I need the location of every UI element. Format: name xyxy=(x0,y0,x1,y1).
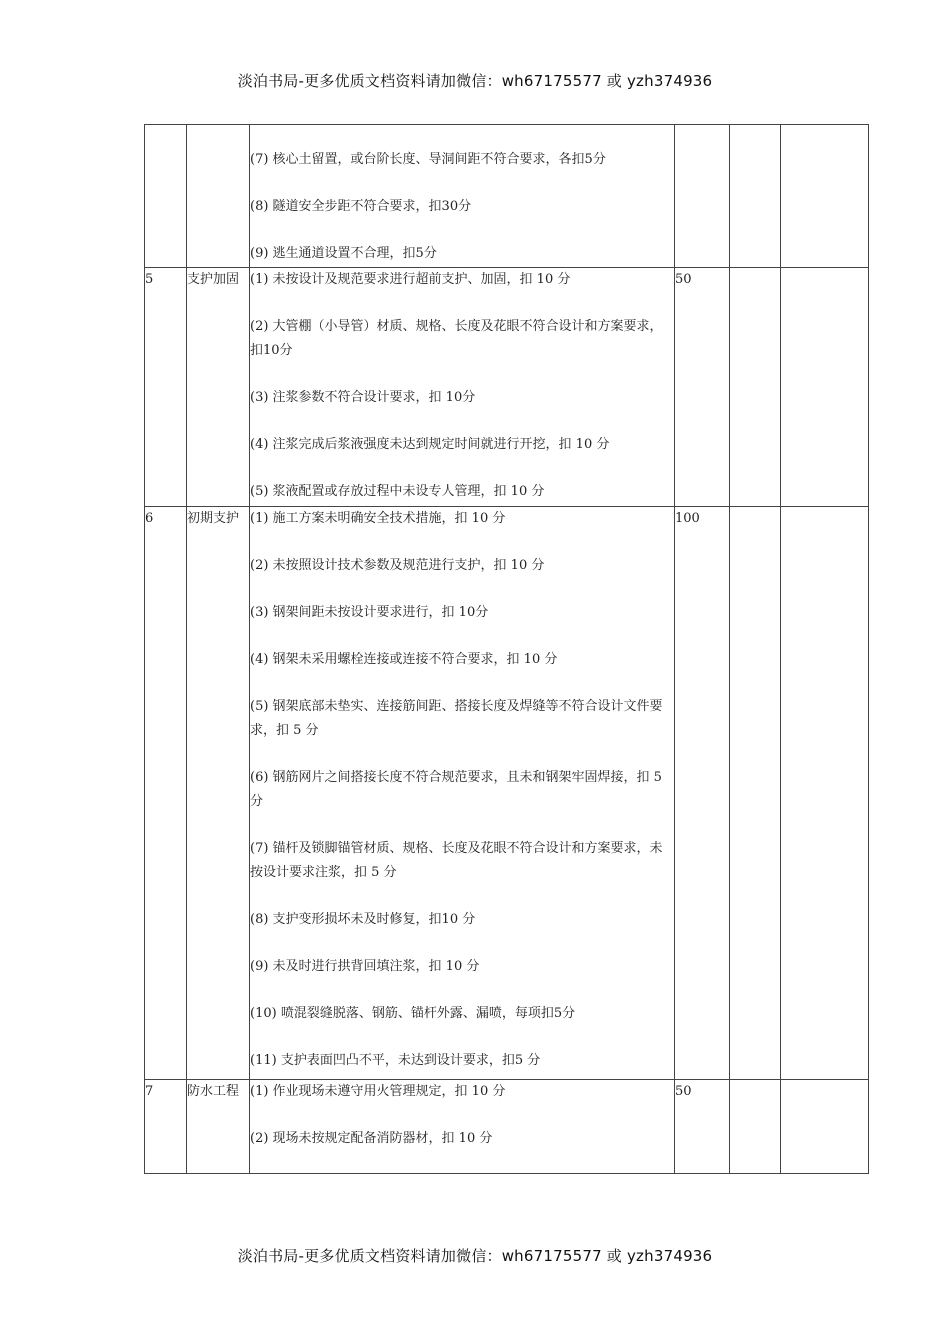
blank-cell xyxy=(730,268,781,507)
row-items xyxy=(250,125,675,268)
row-number: 7 xyxy=(145,1080,187,1174)
list-item: (5) 浆液配置或存放过程中未设专人管理，扣 10 分 xyxy=(250,484,545,499)
table-row xyxy=(145,1080,869,1174)
row-category xyxy=(187,125,250,268)
row-score: 100 xyxy=(675,507,730,1080)
list-item: (9) 未及时进行拱背回填注浆，扣 10 分 xyxy=(250,959,480,974)
row-number xyxy=(145,125,187,268)
blank-cell xyxy=(781,1080,869,1174)
list-item: (3) 注浆参数不符合设计要求，扣 10分 xyxy=(250,390,476,405)
row-score: 50 xyxy=(675,1080,730,1174)
row-score: 50 xyxy=(675,268,730,507)
footer-banner: 淡泊书局-更多优质文档资料请加微信：wh67175577 或 yzh374936 xyxy=(237,1247,713,1265)
list-item: (4) 钢架未采用螺栓连接或连接不符合要求，扣 10 分 xyxy=(250,652,558,667)
row-number: 6 xyxy=(145,507,187,1080)
blank-cell xyxy=(730,125,781,268)
row-items xyxy=(250,268,675,507)
blank-cell xyxy=(781,507,869,1080)
row-items xyxy=(250,507,675,1080)
list-item: (1) 未按设计及规范要求进行超前支护、加固，扣 10 分 xyxy=(250,272,571,287)
blank-cell xyxy=(781,125,869,268)
row-number: 5 xyxy=(145,268,187,507)
list-item: (2) 现场未按规定配备消防器材，扣 10 分 xyxy=(250,1131,493,1146)
list-item: (2) 大管棚（小导管）材质、规格、长度及花眼不符合设计和方案要求，扣10分 xyxy=(250,319,663,358)
header-banner: 淡泊书局-更多优质文档资料请加微信：wh67175577 或 yzh374936 xyxy=(237,72,713,90)
list-item: (9) 逃生通道设置不合理，扣5分 xyxy=(250,246,437,261)
list-item: (11) 支护表面凹凸不平，未达到设计要求，扣5 分 xyxy=(250,1053,541,1068)
blank-cell xyxy=(730,507,781,1080)
blank-cell xyxy=(781,268,869,507)
list-item: (5) 钢架底部未垫实、连接筋间距、搭接长度及焊缝等不符合设计文件要求，扣 5 分 xyxy=(250,699,663,738)
list-item: (7) 核心土留置，或台阶长度、导洞间距不符合要求，各扣5分 xyxy=(250,152,606,167)
row-score xyxy=(675,125,730,268)
list-item: (4) 注浆完成后浆液强度未达到规定时间就进行开挖，扣 10 分 xyxy=(250,437,610,452)
list-item: (3) 钢架间距未按设计要求进行，扣 10分 xyxy=(250,605,489,620)
blank-cell xyxy=(730,1080,781,1174)
list-item: (1) 施工方案未明确安全技术措施，扣 10 分 xyxy=(250,511,506,526)
table-row xyxy=(145,268,869,507)
table-row xyxy=(145,507,869,1080)
list-item: (8) 支护变形损坏未及时修复，扣10 分 xyxy=(250,912,476,927)
row-category: 防水工程 xyxy=(187,1080,250,1174)
list-item: (8) 隧道安全步距不符合要求，扣30分 xyxy=(250,199,472,214)
inspection-table xyxy=(144,124,869,1174)
list-item: (2) 未按照设计技术参数及规范进行支护，扣 10 分 xyxy=(250,558,545,573)
row-items xyxy=(250,1080,675,1174)
row-category: 支护加固 xyxy=(187,268,250,507)
list-item: (7) 锚杆及锁脚锚管材质、规格、长度及花眼不符合设计和方案要求，未按设计要求注浆，扣 5 分 xyxy=(250,841,663,880)
list-item: (1) 作业现场未遵守用火管理规定，扣 10 分 xyxy=(250,1084,506,1099)
table-row xyxy=(145,125,869,268)
list-item: (6) 钢筋网片之间搭接长度不符合规范要求，且未和钢架牢固焊接，扣 5 分 xyxy=(250,770,662,809)
list-item: (10) 喷混裂缝脱落、钢筋、锚杆外露、漏喷，每项扣5分 xyxy=(250,1006,576,1021)
row-category: 初期支护 xyxy=(187,507,250,1080)
